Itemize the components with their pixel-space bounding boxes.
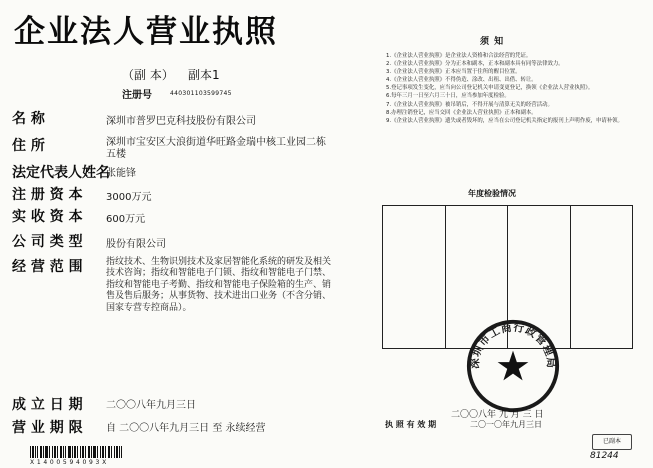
annual-inspection-cell	[571, 206, 633, 348]
notice-item: 1.《企业法人营业执照》是企业法人资格和合法经营的凭证。	[386, 53, 532, 59]
copy-stamp: 已副本	[592, 434, 632, 450]
notice-item: 5.登记事项发生变化，应当向公司登记机关申请变更登记，换领《企业法人营业执照》。	[386, 85, 594, 92]
business-term-label: 营 业 期 限	[12, 420, 83, 436]
company-type-value: 股份有限公司	[106, 239, 166, 250]
paid-capital-label: 实 收 资 本	[12, 209, 83, 225]
registered-capital-label: 注 册 资 本	[12, 187, 83, 203]
notice-item: 6.每年三月一日至六月三十日，应当参加年度检验。	[386, 93, 510, 100]
notice-title: 须 知	[480, 37, 505, 47]
business-scope-label: 经 营 范 围	[12, 259, 83, 275]
business-scope-value: 指纹技术、生物识别技术及家居智能化系统的研发及相关技术咨询；指纹和智能电子门锁、指纹和智能电子门禁、指纹和智能电子考勤、指纹和智能电子保险箱的生产、销售及售后服务；从事货物、技术进出口业务（不含分销、国家专营专控商品）。	[106, 257, 332, 313]
registration-number-value: 440301103599745	[170, 90, 232, 97]
notice-item: 3.《企业法人营业执照》正本应当置于住所的醒目位置。	[386, 69, 521, 76]
company-name-label: 名 称	[12, 111, 45, 127]
annual-inspection-title: 年度检验情况	[468, 189, 516, 198]
registration-number-label: 注册号	[122, 90, 152, 101]
company-type-label: 公 司 类 型	[12, 234, 83, 250]
license-validity-label: 执 照 有 效 期	[385, 420, 437, 429]
registered-capital-value: 3000万元	[106, 192, 152, 203]
notice-item: 2.《企业法人营业执照》分为正本和副本，正本和副本具有同等法律效力。	[386, 61, 564, 68]
established-date-label: 成 立 日 期	[12, 397, 83, 413]
license-title: 企业法人营业执照	[14, 14, 278, 50]
paid-capital-value: 600万元	[106, 214, 146, 225]
handwritten-note: 81244	[590, 451, 619, 461]
notice-item: 4.《企业法人营业执照》不得伪造、涂改、出租、出借、转让。	[386, 77, 537, 84]
annual-inspection-cell	[383, 206, 446, 348]
business-term-value: 自 二〇〇八年九月三日 至 永续经营	[106, 423, 266, 434]
notice-item: 7.《企业法人营业执照》被吊销后，不得开展与清算无关的经营活动。	[386, 101, 553, 108]
official-seal	[465, 318, 561, 414]
license-validity-value: 二〇一〇年九月三日	[470, 420, 542, 429]
issue-date: 二〇〇八年 九 月 三 日	[451, 410, 544, 420]
established-date-value: 二〇〇八年九月三日	[106, 400, 196, 411]
seal-text: 深圳市工商行政管理局	[469, 321, 557, 370]
copy-label: （副 本）	[122, 68, 174, 82]
company-name-value: 深圳市普罗巴克科技股份有限公司	[106, 116, 256, 127]
barcode-number: X 1 4 0 0 5 9 4 0 9 3 X	[30, 459, 107, 466]
barcode	[30, 446, 122, 458]
address-value: 深圳市宝安区大浪街道华旺路金瑞中核工业园二栋五楼	[106, 137, 326, 160]
copy-number: 副本1	[188, 68, 220, 82]
notice-item: 8.办理注销登记，应当交回《企业法人营业执照》正本和副本。	[386, 109, 537, 116]
notice-list	[386, 52, 638, 125]
address-label: 住 所	[12, 138, 45, 154]
legal-representative-value: 张能锋	[106, 168, 136, 179]
legal-representative-label: 法定代表人姓名	[12, 165, 110, 181]
seal-star-icon	[498, 351, 529, 381]
notice-item: 9.《企业法人营业执照》遗失或者毁坏的，应当在公司登记机关指定的报刊上声明作废，申请补领。	[386, 117, 623, 124]
